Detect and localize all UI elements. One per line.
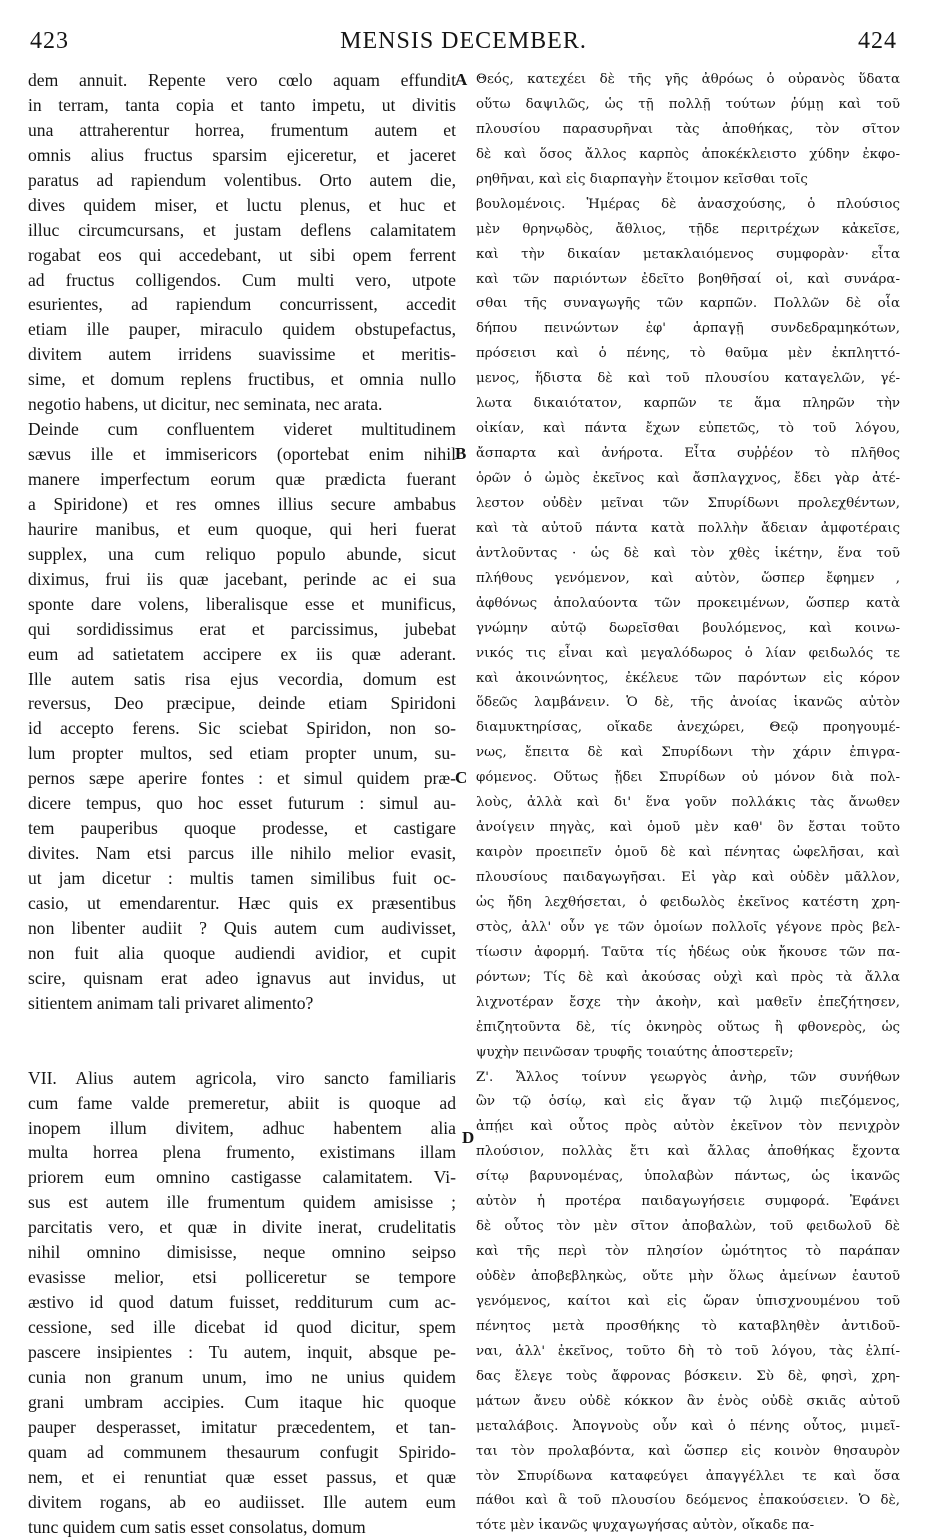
greek-column <box>476 68 900 1539</box>
text-line: divitem rogans, ab eo audiisset. Ille autem eum <box>28 1491 456 1512</box>
text-line: ἀφθόνως ἀπολαύοντα τῶν προκειμένων, ὥσπερ κατὰ <box>476 595 900 611</box>
text-line: casio, ut emendarentur. Hæc quis ex præsentibus <box>28 892 456 913</box>
text-line: λεστον οὐδὲν μεῖναι τῶν Σπυρίδωνι προλεχθέντων, <box>476 495 900 511</box>
text-line: ἀπῄει καὶ οὗτος πρὸς αὐτὸν ἐκεῖνον τὸν πενιχρὸν <box>476 1119 900 1135</box>
text-line: divitem autem irridens suavissime et meritis- <box>28 344 456 365</box>
text-line: ἀντλοῦντας · ὡς δὲ καὶ τὸν χθὲς ἱκέτην, ἕνα τοῦ <box>476 545 900 561</box>
text-line: λιχνοτέραν ἔσχε τὴν ἀκοὴν, καὶ μαθεῖν ἐπεζήτησεν, <box>476 994 900 1010</box>
text-line: πλουσίους παιδαγωγῆσαι. Εἰ γὰρ καὶ οὐδὲν μᾶλλον, <box>476 870 900 885</box>
text-line: ut jam dicetur : multis tamen similibus fuit oc- <box>28 868 456 888</box>
text-line: πλούσιον, πολλὰς ἔτι καὶ ἄλλας ἀποθήκας ἔχοντα <box>476 1144 900 1160</box>
text-line: νικός τις εἶναι καὶ μεγαλόδωρος ὁ λίαν φειδωλός τε <box>476 645 900 661</box>
text-line: στὸς, ἀλλ' οὖν γε τῶν ὁμοίων πολλοῖς γέγονε πρὸς βελ- <box>476 919 900 935</box>
text-line: nem, et ei renuntiat quæ esset passus, et quæ <box>28 1466 456 1487</box>
text-line: VII. Alius autem agricola, viro sancto familiaris <box>28 1067 456 1088</box>
text-line: inopem illum divitem, adhuc habentem alia <box>28 1117 456 1138</box>
margin-marker-b: B <box>455 444 467 463</box>
text-line: priorem eum omnino castigasse calamitatem. Vi- <box>28 1167 456 1188</box>
text-line: æstivo id quod datum fuisset, redditurum cum ac- <box>28 1292 456 1313</box>
text-line: paratus ad rapiendum volentibus. Orto autem die, <box>28 169 456 190</box>
text-line: ὅδεῶς λαμβάνειν. Ὁ δὲ, τῆς ἀνοίας ἱκανῶς αὐτὸν <box>476 695 900 711</box>
text-line: negotio habens, ut dicitur, nec seminata, nec arata. <box>28 394 383 415</box>
text-line: πρόσεισι καὶ ὁ πένης, τὸ θαῦμα μὲν ἐκπληττό- <box>476 346 900 362</box>
page-header <box>26 28 901 60</box>
text-line: ad fructus colligendos. Cum multi vero, utpote <box>28 269 456 290</box>
latin-paragraph-2 <box>28 1066 456 1540</box>
text-line: id accepto ferens. Sic sciebat Spiridon, non so- <box>28 718 456 739</box>
text-line: eum ad satietatem accipere ex iis quæ aderant. <box>28 643 456 664</box>
text-line: rogabat eos qui accedebant, ut sibi opem ferrent <box>28 244 456 265</box>
text-line: οὕτω δαψιλῶς, ὡς τῇ πολλῇ τούτων ῥύμῃ καὶ τοῦ <box>476 96 900 112</box>
text-line: a Spiridone) et res omnes illius secure ambabus <box>28 493 456 514</box>
text-line: ὡς ἤδη λεχθήσεται, ὁ φειδωλὸς ἐκεῖνος κατέστη χρη- <box>476 894 900 910</box>
text-line: Θεός, κατεχέει δὲ τῆς γῆς ἀθρόως ὁ οὐρανὸς ὕδατα <box>476 72 900 87</box>
text-line: parcitatis vero, et quæ in divite inerat, crudelitatis <box>28 1217 456 1238</box>
text-line: nihil omnino dimisisse, neque omnino seipso <box>28 1242 456 1263</box>
text-line: λοὺς, ἀλλὰ καὶ δι' ἕνα γοῦν πολλάκις τὰς ἄνωθεν <box>476 795 900 811</box>
text-line: diximus, frui iis quæ jacebant, perinde ac ei sua <box>28 568 456 589</box>
text-line: sus est autem ille frumentum quidem amisisse ; <box>28 1192 456 1213</box>
text-line: in terram, tanta copia et tanto impetu, ut divitis <box>28 94 456 115</box>
text-line: ὢν τῷ ὁσίῳ, καὶ εἰς ἄγαν τῷ λιμῷ πιεζόμενος, <box>476 1094 900 1110</box>
text-line: διαμυκτηρίσας, οἴκαδε ἀνεχώρει, Θεῷ προηγουμέ- <box>476 720 900 736</box>
text-line: καὶ ἀκοινώνητος, ἐκέλευε τῶν παρόντων εἰς κόρον <box>476 670 900 686</box>
text-line: cunia non granum unum, imo ne unius quidem <box>28 1366 456 1387</box>
text-line: pauper desperasset, imitatur præcedentem, et tan- <box>28 1416 456 1437</box>
text-line: multa horrea plena frumento, existimans illam <box>28 1142 456 1163</box>
text-line: etiam ille pauper, miraculo quidem obstupefactus, <box>28 319 456 340</box>
text-line: qui sordidissimus erat et parcissimus, jubebat <box>28 618 456 639</box>
text-line: καὶ τὰ αὐτοῦ πάντα κατὰ πολλὴν ἄδειαν ἀμφοτέραις <box>476 520 900 536</box>
text-line: ρόντων; Τίς δὲ καὶ ἀκούσας οὐχὶ καὶ πρὸς τὰ ἄλλα <box>476 969 900 985</box>
text-line: λωτα δικαιότατον, καρπῶν τε ἅμα πληρῶν τὴν <box>476 396 900 412</box>
running-title: MENSIS DECEMBER. <box>340 28 587 54</box>
text-line: omnis alius fructus sparsim ejiceretur, et jaceret <box>28 144 456 165</box>
text-line: sponte dare volens, liberalisque esse et munificus, <box>28 593 456 614</box>
text-line: non libenter audiit ? Quis autem cum audivisset, <box>28 917 456 938</box>
text-line: tunc quidem cum satis esset consolatus, domum <box>28 1516 366 1537</box>
text-line: dicere tempus, quo hoc esset futurum : simul au- <box>28 793 456 814</box>
text-line: βουλομένοις. Ἡμέρας δὲ ἀνασχούσης, ὁ πλούσιος <box>476 196 900 212</box>
text-line: δὲ οὗτος τὸν μὲν σῖτον ἀποβαλὼν, τοῦ φειδωλοῦ δὲ <box>476 1219 900 1235</box>
text-line: divites. Nam etsi parcus ille nihilo melior evasit, <box>28 843 456 864</box>
text-line: sitientem animam tali privaret alimento? <box>28 992 314 1013</box>
text-line: grani umbram accipies. Cum itaque hic quoque <box>28 1391 456 1412</box>
text-line: δὲ καὶ ὅσος ἄλλος καρπὸς ἀποκέκλειστο χύδην ἐκφο- <box>476 146 900 162</box>
text-line: Ille autem satis risa ejus vecordia, domum est <box>28 668 456 689</box>
text-line: haurire manibus, et eum quoque, qui heri fuerat <box>28 518 456 539</box>
text-line: δας ἔλεγε τοὺς ἄφρονας βόσκειν. Σὺ δὲ, φησὶ, χρη- <box>476 1368 900 1384</box>
text-line: tem pauperibus quoque prodesse, et castigare <box>28 818 456 839</box>
greek-text <box>476 68 900 1539</box>
text-line: pascere insipientes : Tu autem, inquit, absque pe- <box>28 1341 456 1362</box>
text-line: non fuit alia quoque audiendi avidior, et cupit <box>28 942 456 963</box>
text-line: σθαι τῆς συναγωγῆς τῶν καρπῶν. Πολλῶν δὲ οἷα <box>476 296 900 312</box>
text-line: καὶ τῆς περὶ τὸν πλησίον ὠμότητος τὸ παράπαν <box>476 1244 900 1260</box>
text-line: ται τὸν προλαβόντα, καὶ ὥσπερ εἰς κοινὸν θησαυρὸν <box>476 1443 900 1459</box>
text-line: dives quidem miser, et luctu plenus, et huc et <box>28 194 456 215</box>
text-line: πάθοι καὶ ἃ τοῦ πλουσίου δεόμενος ἐπακούσειεν. Ὁ δὲ, <box>476 1493 900 1509</box>
text-line: pernos sæpe aperire fontes : et simul quidem præ- <box>28 768 456 789</box>
text-line: μὲν θρηνῳδὸς, ἄθλιος, τῇδε περιτρέχων κἀκεῖσε, <box>476 221 900 237</box>
latin-paragraph-1 <box>28 68 456 1016</box>
text-line: ψυχὴν πεινῶσαν τρυφῆς τοιαύτης ἀποστερεῖν; <box>476 1044 794 1060</box>
paragraph-gap <box>28 1016 456 1066</box>
text-line: καὶ τῶν παριόντων ἐδεῖτο βοηθῆσαί οἱ, καὶ συνάρα- <box>476 271 900 287</box>
text-line: dem annuit. Repente vero cœlo aquam effundit <box>28 70 456 90</box>
text-line: Ζ'. Ἄλλος τοίνυν γεωργὸς ἀνὴρ, τῶν συνήθων <box>476 1069 900 1085</box>
page-number-left: 423 <box>30 28 69 54</box>
text-line: ἐπιζητοῦντα δὲ, τίς ὀκνηρὸς οὕτως ἢ φθονερὸς, ὡς <box>476 1019 900 1035</box>
text-line: μενος, ἥδιστα δὲ καὶ τοῦ πλουσίου καταγελῶν, γέ- <box>476 371 900 387</box>
text-line: scire, quisnam erat adeo ignavus aut invidus, ut <box>28 967 456 988</box>
text-line: νως, ἔπειτα δὲ καὶ Σπυρίδωνι τὴν χάριν ἐπιγρα- <box>476 745 900 761</box>
text-line: φόμενος. Οὕτως ᾔδει Σπυρίδων οὐ μόνον διὰ πολ- <box>476 770 900 786</box>
text-line: esurientes, ad rapiendum concurrissent, accedit <box>28 294 456 315</box>
text-line: sime, et domum replens fructibus, et omnia nullo <box>28 369 456 390</box>
text-line: ἄσπαρτα καὶ ἀνήροτα. Εἶτα συῤῥέον τὸ πλῆθος <box>476 446 900 462</box>
text-line: sævus ille et immisericors (oportebat enim nihil <box>28 444 456 465</box>
text-line: lum propter multos, sed etiam propter unum, su- <box>28 743 456 764</box>
margin-marker-d: D <box>462 1128 475 1147</box>
text-line: ὁρῶν ὁ ὠμὸς ἐκεῖνος καὶ ἄσπλαγχνος, ἔδει γὰρ ἀτέ- <box>476 471 900 486</box>
text-line: Deinde cum confluentem videret multitudinem <box>28 419 456 440</box>
margin-marker-a: A <box>455 70 468 89</box>
text-line: cum fame valde premeretur, abiit is quoque ad <box>28 1092 456 1113</box>
page-number-right: 424 <box>858 28 897 54</box>
text-line: γνώμην αὐτῷ δωρεῖσθαι βουλόμενος, καὶ κοινω- <box>476 620 900 636</box>
text-line: καὶ τὴν δικαίαν μετακλαιόμενος συμφορὰν· εἶτα <box>476 246 900 262</box>
latin-column <box>28 68 456 1539</box>
text-line: οὐδὲν ἀποβεβληκὼς, οὔτε μὴν ὅλως ἀμείνων ἑαυτοῦ <box>476 1269 900 1284</box>
text-line: supplex, una cum reliquo populo abunde, sicut <box>28 543 456 564</box>
margin-marker-c: C <box>455 768 468 787</box>
text-line: μεταλάβοις. Ἀπογνοὺς οὖν καὶ ὁ πένης οὗτος, μιμεῖ- <box>476 1418 900 1434</box>
text-line: cessione, sed ille dicebat id quod dicitur, spem <box>28 1317 456 1337</box>
text-line: δήπου πεινώντων ἐφ' ἁρπαγῇ συνδεδραμηκότων, <box>476 321 900 337</box>
text-line: manere imperfectum eorum quæ prædicta fuerant <box>28 469 456 489</box>
text-line: γενόμενος, καίτοι καὶ εἰς ὥραν ὑπισχνουμένου τοῦ <box>476 1293 900 1309</box>
text-line: πλουσίου παρασυρῆναι τὰς ἀποθήκας, τὸν σῖτον <box>476 121 900 137</box>
text-line: ἀνοίγειν πηγὰς, καὶ ὁμοῦ μὲν καθ' ὃν ἔσται τοῦτο <box>476 820 900 836</box>
text-line: πλήθους γενόμενον, καὶ αὐτὸν, ὥσπερ ἔφημεν , <box>476 570 900 586</box>
text-line: καιρὸν προειπεῖν ὁμοῦ δὲ καὶ πένητας ὠφελῆσαι, καὶ <box>476 845 900 861</box>
text-line: πένητος μετὰ προσθήκης τὸ καταβληθὲν ἀντιδοῦ- <box>476 1318 900 1334</box>
text-line: una attraherentur horrea, frumentum autem et <box>28 119 456 140</box>
text-line: ναι, ἀλλ' ἐκεῖνος, τοῦτο δὴ τὸ τοῦ λόγου, τὰς ἐλπί- <box>476 1343 900 1359</box>
text-line: οἰκίαν, καὶ πάντα ἔχων εὐπετῶς, τὸ τοῦ λόγου, <box>476 421 900 437</box>
text-line: reversus, Deo præcipue, deinde etiam Spiridoni <box>28 693 456 714</box>
text-line: evasisse melior, etsi polliceretur se tempore <box>28 1267 456 1288</box>
text-line: μάτων ἄνευ οὐδὲ κόκκον ἂν ἑνὸς οὐδὲ σκιᾶς αὐτοῦ <box>476 1393 900 1409</box>
text-line: illuc circumcursans, et justam deflens calamitatem <box>28 219 456 240</box>
text-line: τίωσιν ἀφορμή. Ταῦτα τίς ἡδέως οὐκ ἤκουσε τῶν πα- <box>476 944 900 960</box>
text-line: αὐτὸν ἡ προτέρα παιδαγωγήσειε συμφορά. Ἐφάνει <box>476 1194 900 1210</box>
text-line: τὸν Σπυρίδωνα καταφεύγει ἀπαγγέλλει τε καὶ ὅσα <box>476 1468 900 1484</box>
text-line: quam ad communem thesaurum confugit Spirido- <box>28 1441 456 1462</box>
text-line: σίτῳ βαρυνομένας, ὑπολαβὼν πάντως, ὡς ἱκανῶς <box>476 1169 900 1185</box>
text-line: τότε μὲν ἱκανῶς ψυχαγωγήσας αὐτὸν, οἴκαδε πα- <box>476 1518 815 1534</box>
text-line: ρηθῆναι, καὶ εἰς διαρπαγὴν ἕτοιμον κεῖσθαι τοῖς <box>476 171 808 187</box>
